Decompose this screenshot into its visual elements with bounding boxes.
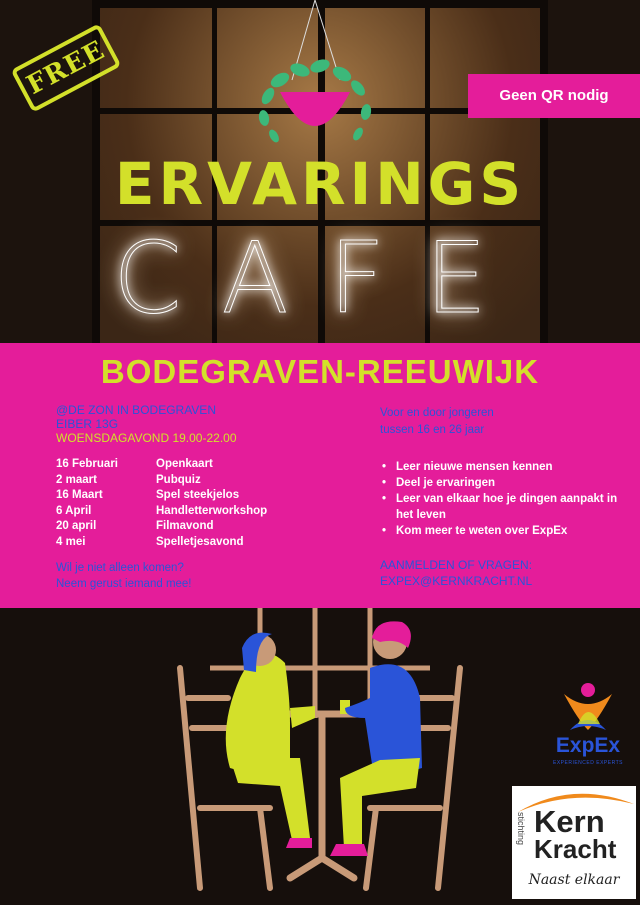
contact-heading: AANMELDEN OF VRAGEN: [380, 558, 533, 572]
time: WOENSDAGAVOND 19.00-22.00 [56, 431, 237, 445]
hanging-plant-icon [250, 0, 380, 160]
event-activity: Spel steekjelos [156, 489, 240, 501]
invite-line-2: Neem gerust iemand mee! [56, 578, 192, 590]
event-activity: Filmavond [156, 520, 214, 532]
kern-word-1: Kern [534, 804, 605, 839]
event-activity: Spelletjesavond [156, 535, 244, 548]
event-row [56, 457, 346, 473]
kernkracht-logo [512, 786, 636, 899]
benefit-list [380, 459, 630, 539]
event-row [56, 535, 346, 551]
kern-stichting: stichting [516, 812, 526, 846]
event-row [56, 488, 346, 504]
event-date: 20 april [56, 520, 97, 532]
benefit-item: • Kom meer te weten over ExpEx [380, 523, 630, 539]
event-date: 4 mei [56, 535, 86, 548]
benefit-item: • Deel je ervaringen [380, 475, 630, 491]
event-date: 16 Maart [56, 489, 103, 501]
expex-figure-icon [540, 680, 636, 736]
kern-tagline: Naast elkaar [528, 872, 620, 888]
event-row [56, 473, 346, 489]
event-date: 6 April [56, 504, 92, 517]
city-heading: BODEGRAVEN-REEUWIJK [100, 353, 540, 390]
benefit-item: • Leer van elkaar hoe je dingen aanpakt in het leven [380, 491, 630, 523]
title-cafe-neon: CAFE [113, 222, 527, 336]
expex-logo [540, 680, 636, 780]
kern-word-2: Kracht [534, 834, 617, 864]
benefit-item: • Leer nieuwe mensen kennen [380, 459, 630, 475]
event-list [56, 457, 346, 550]
schedule-column [56, 403, 346, 592]
event-activity: Handletterworkshop [156, 504, 268, 517]
expex-name: ExpEx [555, 734, 621, 757]
hero-photo [0, 0, 640, 343]
event-date: 16 Februari [56, 458, 118, 470]
event-row [56, 504, 346, 520]
street: EIBER 13G [56, 417, 119, 431]
invite-line-1: Wil je niet alleen komen? [56, 562, 184, 574]
about-column [380, 405, 630, 589]
event-row [56, 519, 346, 535]
info-band [0, 343, 640, 608]
contact-email[interactable]: EXPEX@KERNKRACHT.NL [380, 574, 533, 588]
venue: @DE ZON IN BODEGRAVEN [56, 403, 216, 417]
free-stamp: FREE [11, 23, 122, 112]
cafe-scene-illustration [140, 608, 470, 905]
event-activity: Openkaart [156, 458, 213, 470]
event-activity: Pubquiz [156, 473, 201, 486]
qr-badge: Geen QR nodig [468, 74, 640, 118]
event-date: 2 maart [56, 473, 97, 486]
audience-line-2: tussen 16 en 26 jaar [380, 424, 485, 436]
expex-sub: EXPERIENCED EXPERTS [553, 760, 623, 766]
audience-line-1: Voor en door jongeren [380, 407, 494, 419]
title-ervarings: ERVARINGS [114, 150, 526, 218]
